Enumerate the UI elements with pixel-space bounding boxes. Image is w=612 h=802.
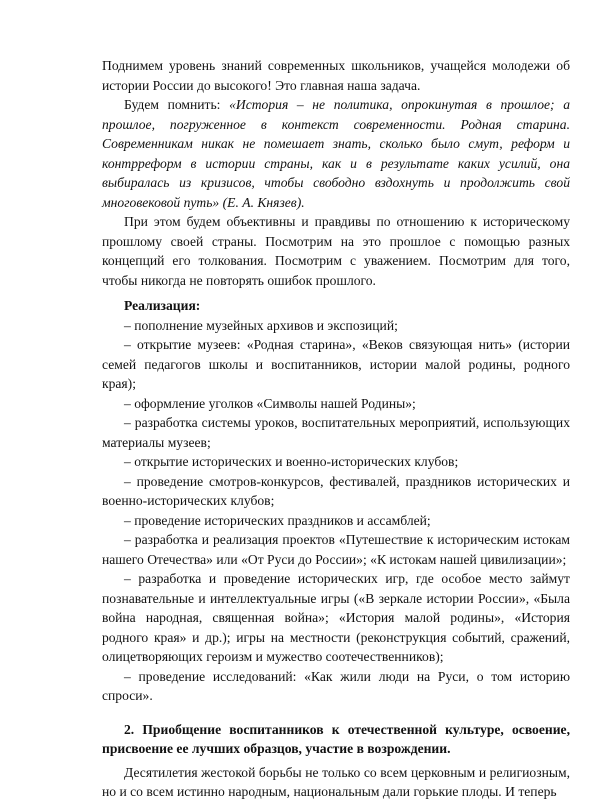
quote-paragraph [102,95,570,212]
section-2-paragraph: Десятилетия жестокой борьбы не только со всем церковным и религиозным, но и со всем истинно народным, национальным дали горькие плоды. И теперь [102,764,570,799]
quote-lead: Будем помнить: [124,97,230,112]
realization-list [102,316,570,706]
document-body [102,56,570,802]
quote-author: (Е. А. Князев). [219,194,305,210]
quote-text: «История – не политика, опрокинутая в прошлое; а прошлое, погруженное в контекст современности. Родная старина. Современникам никак не помешает знать, сколько было смут, реформ и контрреформ в истории страны, как и в результате каких усилий, она выбиралась из кризисов, чтобы свободно вздохнуть и продолжить свой многовековой путь» [102,97,571,210]
realization-heading: Реализация: [124,298,201,313]
list-item: – оформление уголков «Символы нашей Родины»; [124,395,416,411]
section-2-heading: 2. Приобщение воспитанников к отечественной культуре, освоение, присвоение ее лучших образцов, участие в возрождении. [102,721,570,756]
objectivity-paragraph: При этом будем объективны и правдивы по отношению к историческому прошлому своей страны. Посмотрим на это прошлое с помощью разных концепций его толкования. Посмотрим с уважением. Посмотрим для того, чтобы никогда не повторять ошибок прошлого. [102,214,570,288]
list-item: – разработка системы уроков, воспитательных мероприятий, использующих материалы музеев; [102,415,570,450]
list-item: – проведение исторических праздников и ассамблей; [124,512,431,528]
list-item: – разработка и реализация проектов «Путешествие к историческим истокам нашего Отечества» или «От Руси до России»; «К истокам нашей цивилизации»; [102,532,570,567]
list-item: – проведение смотров-конкурсов, фестивалей, праздников исторических и военно-исторических клубов; [102,473,570,508]
list-item: – открытие исторических и военно-исторических клубов; [124,454,459,469]
intro-paragraph: Поднимем уровень знаний современных школьников, учащейся молодежи об истории России до высокого! Это главная наша задача. [102,58,570,93]
list-item: – разработка и проведение исторических игр, где особое место займут познавательные и интеллектуальные игры («В зеркале истории России», «Была война народная, священная война»; «История малой родины», «История родного края» и др.); игры на местности (реконструкция событий, сражений, олицетворяющих героизм и мужество соотечественников); [102,571,570,664]
list-item: – пополнение музейных архивов и экспозиций; [124,317,398,333]
list-item: – открытие музеев: «Родная старина», «Веков связующая нить» (истории семей педагогов школы и воспитанников, истории малой родины, родного края); [102,337,570,391]
list-item: – проведение исследований: «Как жили люди на Руси, о том историю спроси». [102,668,570,703]
